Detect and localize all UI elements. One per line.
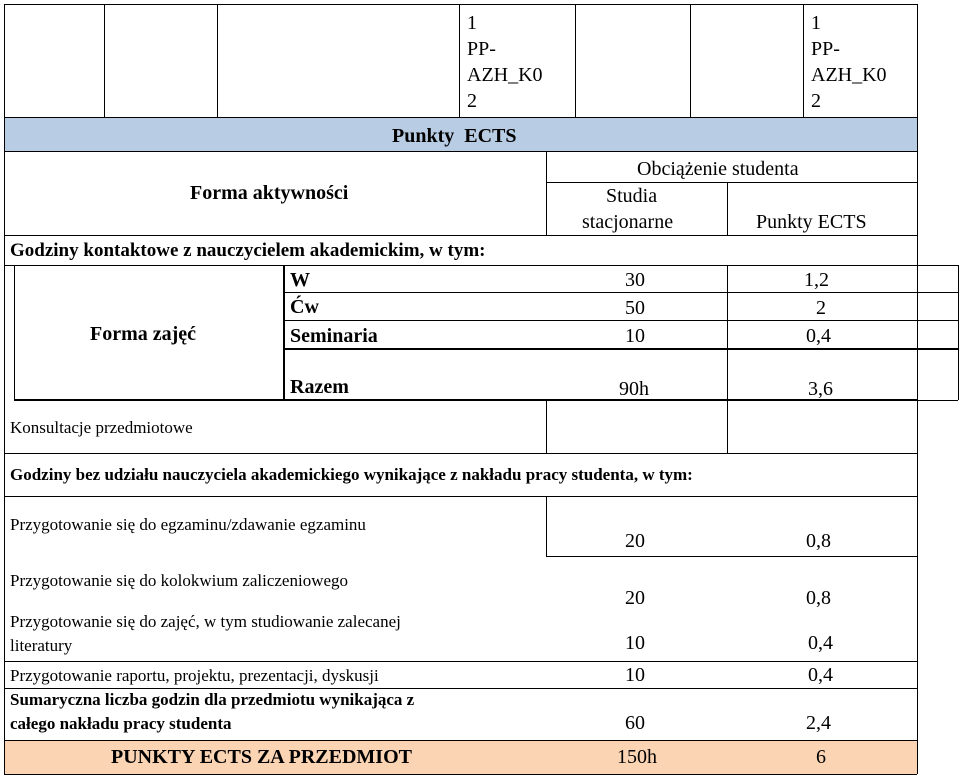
line <box>4 688 917 689</box>
line <box>283 348 958 350</box>
line <box>4 151 917 152</box>
stacjonarne-label: stacjonarne <box>582 211 674 233</box>
row-label-seminaria: Seminaria <box>290 325 378 347</box>
self-study-row-ects: 0,8 <box>806 587 831 609</box>
line <box>727 182 728 235</box>
razem-ects: 3,6 <box>808 378 833 400</box>
line <box>104 4 105 117</box>
self-study-row-ects: 0,8 <box>806 530 831 552</box>
line <box>283 265 285 400</box>
summary-ects: 2,4 <box>806 712 831 734</box>
self-study-row-label: Przygotowanie raportu, projektu, prezentacji, dyskusji <box>10 666 379 685</box>
row-ects-w: 1,2 <box>804 269 829 291</box>
self-study-row-label: Przygotowanie się do zajęć, w tym studiowanie zalecanej <box>10 612 401 631</box>
line <box>283 320 958 321</box>
line <box>575 4 576 117</box>
line <box>4 740 917 741</box>
razem-hours: 90h <box>619 378 649 400</box>
code-line: PP- <box>811 38 840 60</box>
self-study-row-label: literatury <box>10 636 73 655</box>
line <box>14 265 15 400</box>
contact-hours-heading: Godziny kontaktowe z nauczycielem akademickim, w tym: <box>10 240 486 261</box>
line <box>917 400 958 401</box>
line <box>4 496 917 497</box>
self-study-row-label: Przygotowanie się do kolokwium zaliczeniowego <box>10 571 349 590</box>
row-hours-w: 30 <box>625 269 645 291</box>
code-line: PP- <box>467 38 496 60</box>
forma-aktywnosci-heading: Forma aktywności <box>190 182 349 204</box>
line <box>4 265 958 266</box>
studia-label: Studia <box>606 185 658 207</box>
line <box>4 117 917 118</box>
line <box>4 4 5 774</box>
row-hours-seminaria: 10 <box>625 325 645 347</box>
summary-label: całego nakładu pracy studenta <box>10 714 232 733</box>
code-line: 2 <box>811 90 821 112</box>
self-study-heading: Godziny bez udziału nauczyciela akademickiego wynikające z nakładu pracy studenta, w tym: <box>10 465 693 484</box>
code-line: 1 <box>811 12 821 34</box>
self-study-row-hours: 10 <box>625 632 645 654</box>
code-line: AZH_K0 <box>811 64 887 86</box>
line <box>917 4 918 774</box>
line <box>546 399 547 453</box>
line <box>283 292 958 293</box>
self-study-row-label: Przygotowanie się do egzaminu/zdawanie egzaminu <box>10 515 366 534</box>
line <box>217 4 218 117</box>
line <box>546 151 547 235</box>
footer-ects: 6 <box>816 746 826 768</box>
punkty-ects-column-heading: Punkty ECTS <box>756 211 867 233</box>
line <box>727 265 728 453</box>
line <box>958 265 959 400</box>
footer-label: PUNKTY ECTS ZA PRZEDMIOT <box>111 746 412 768</box>
code-line: 2 <box>467 90 477 112</box>
course-code-right <box>811 10 887 114</box>
course-code-left <box>467 10 543 114</box>
line <box>459 4 460 117</box>
line <box>803 4 804 117</box>
line <box>690 4 691 117</box>
line <box>546 496 547 556</box>
summary-hours: 60 <box>625 712 645 734</box>
obciazenie-heading: Obciążenie studenta <box>637 158 799 180</box>
code-line: AZH_K0 <box>467 64 543 86</box>
summary-label: Sumaryczna liczba godzin dla przedmiotu wynikająca z <box>10 690 415 709</box>
line <box>14 399 917 401</box>
row-label-cw: Ćw <box>290 296 319 318</box>
self-study-row-ects: 0,4 <box>808 664 833 686</box>
footer-hours: 150h <box>617 746 657 768</box>
self-study-row-hours: 10 <box>625 664 645 686</box>
forma-zajec-label: Forma zajęć <box>90 323 197 345</box>
line <box>4 774 917 775</box>
self-study-row-hours: 20 <box>625 530 645 552</box>
row-ects-seminaria: 0,4 <box>806 325 831 347</box>
konsultacje-label: Konsultacje przedmiotowe <box>10 418 193 437</box>
line <box>546 556 917 557</box>
line <box>4 453 917 454</box>
row-label-w: W <box>290 269 310 291</box>
self-study-row-hours: 20 <box>625 587 645 609</box>
razem-label: Razem <box>290 376 349 398</box>
row-hours-cw: 50 <box>625 297 645 319</box>
line <box>4 235 917 236</box>
self-study-row-ects: 0,4 <box>808 632 833 654</box>
ects-band-title: Punkty ECTS <box>392 125 517 147</box>
line <box>4 661 917 662</box>
line <box>546 182 917 183</box>
row-ects-cw: 2 <box>816 297 826 319</box>
line <box>4 4 917 5</box>
code-line: 1 <box>467 12 477 34</box>
